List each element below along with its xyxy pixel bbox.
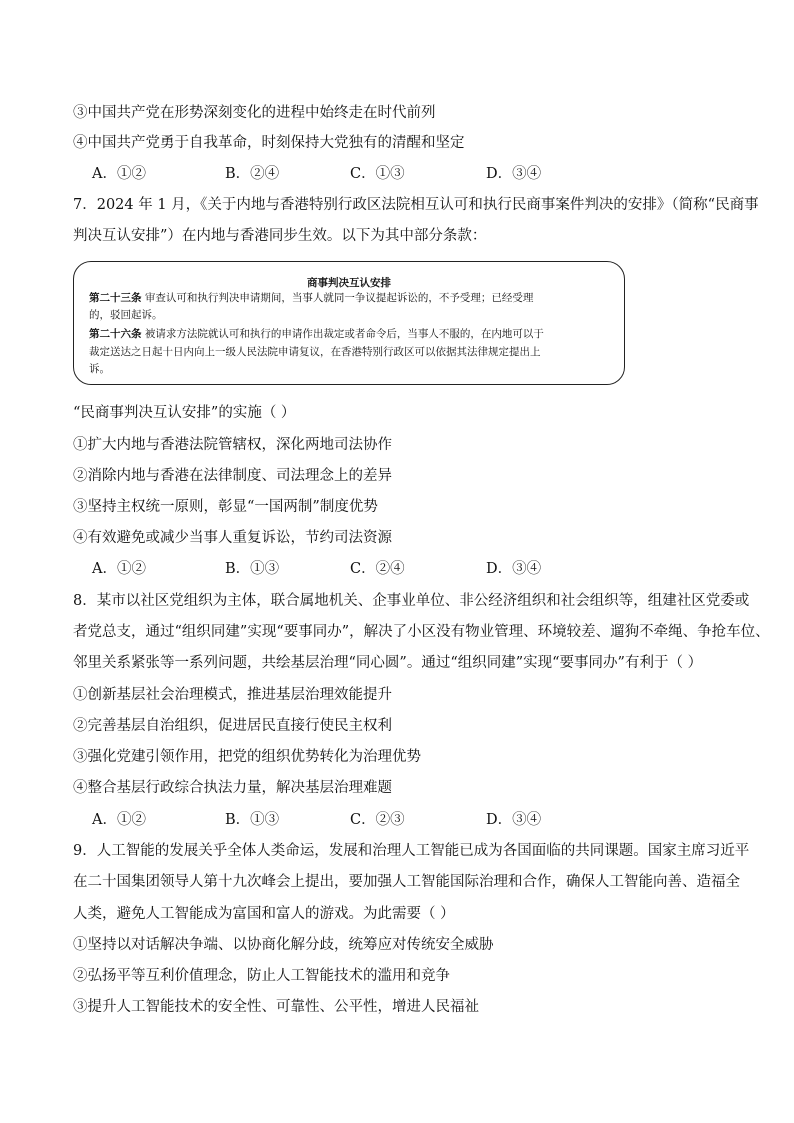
q8-choice-b: B．①③ [225,812,280,828]
q7-box-title: 商事判决互认安排 [307,277,391,289]
q7-article-23-text-1: 审查认可和执行判决申请期间，当事人就同一争议提起诉讼的，不予受理；已经受理 [141,292,534,304]
q7-article-26-line-2: 裁定送达之日起十日内向上一级人民法院申请复议，在香港特别行政区可以依据其法律规定提出上 [89,346,541,358]
q7-option-3: ③坚持主权统一原则，彰显“一国两制”制度优势 [73,499,378,515]
q8-stem-line-1: 8．某市以社区党组织为主体，联合属地机关、企事业单位、非公经济组织和社会组织等，组建社区党委或 [73,593,750,609]
q8-stem-line-3: 邻里关系紧张等一系列问题，共绘基层治理“同心圆”。通过“组织同建”实现“要事同办”有利于（ ） [73,655,703,671]
q9-stem-line-2: 在二十国集团领导人第十九次峰会上提出，要加强人工智能国际治理和合作，确保人工智能向善、造福全 [73,874,740,890]
q7-article-23-line-1 [89,290,533,307]
q9-option-3: ③提升人工智能技术的安全性、可靠性、公平性，增进人民福祉 [73,999,479,1015]
q7-article-26-line-3: 诉。 [89,363,110,375]
q8-option-3: ③强化党建引领作用，把党的组织优势转化为治理优势 [73,749,421,765]
q8-choice-d: D．③④ [486,812,542,828]
q6-option-4: ④中国共产党勇于自我革命，时刻保持大党独有的清醒和坚定 [73,135,465,151]
q6-choice-c: C．①③ [350,166,405,182]
q7-stem-line-1: 7．2024 年 1 月，《关于内地与香港特别行政区法院相互认可和执行民商事案件判决的安排》（简称“民商事 [73,197,759,213]
q7-article-26-label: 第二十六条 [89,328,142,340]
q8-choice-c: C．②③ [350,812,405,828]
q7-article-23-line-2: 的，驳回起诉。 [89,309,163,321]
q8-choice-a: A．①② [92,812,146,828]
q9-stem-line-1: 9．人工智能的发展关乎全体人类命运，发展和治理人工智能已成为各国面临的共同课题。国家主席习近平 [73,843,750,859]
q7-choice-b: B．①③ [225,561,280,577]
q8-stem-line-2: 者党总支，通过“组织同建”实现“要事同办”，解决了小区没有物业管理、环境较差、遛狗不牵绳、争抢车位、 [73,624,770,640]
q9-option-1: ①坚持以对话解决争端、以协商化解分歧，统筹应对传统安全威胁 [73,937,494,953]
q6-choice-a: A．①② [92,166,146,182]
q8-option-1: ①创新基层社会治理模式，推进基层治理效能提升 [73,687,392,703]
q8-option-4: ④整合基层行政综合执法力量，解决基层治理难题 [73,780,392,796]
q7-article-26-line-1 [89,326,544,343]
q7-provisions-box [73,261,625,385]
q7-choice-c: C．②④ [350,561,405,577]
q7-stem-line-2: 判决互认安排”）在内地与香港同步生效。以下为其中部分条款： [73,228,487,244]
q9-option-2: ②弘扬平等互利价值理念，防止人工智能技术的滥用和竞争 [73,968,450,984]
q7-choice-d: D．③④ [486,561,542,577]
q6-option-3: ③中国共产党在形势深刻变化的进程中始终走在时代前列 [73,105,436,121]
q9-stem-line-3: 人类，避免人工智能成为富国和富人的游戏。为此需要（ ） [73,906,455,922]
q6-choice-d: D．③④ [486,166,542,182]
q6-choice-b: B．②④ [225,166,280,182]
q7-option-2: ②消除内地与香港在法律制度、司法理念上的差异 [73,468,392,484]
q7-article-26-text-1: 被请求方法院就认可和执行的申请作出裁定或者命令后，当事人不服的，在内地可以于 [141,328,544,340]
q7-option-4: ④有效避免或减少当事人重复诉讼，节约司法资源 [73,530,392,546]
q7-option-1: ①扩大内地与香港法院管辖权，深化两地司法协作 [73,437,392,453]
q7-article-23-label: 第二十三条 [89,292,142,304]
q7-choice-a: A．①② [92,561,146,577]
q8-option-2: ②完善基层自治组织，促进居民直接行使民主权利 [73,718,392,734]
q7-question: “民商事判决互认安排”的实施（ ） [73,405,296,421]
